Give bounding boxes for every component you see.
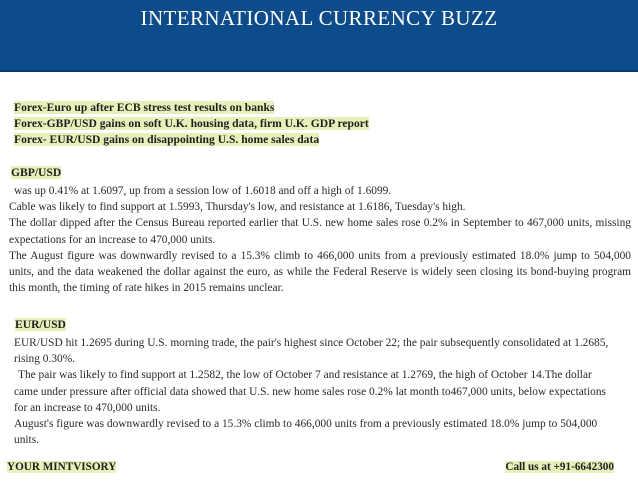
page-title: INTERNATIONAL CURRENCY BUZZ	[140, 6, 498, 30]
headline-item: Forex- EUR/USD gains on disappointing U.S. home sales data	[14, 133, 320, 146]
gbpusd-line: The dollar dipped after the Census Bureau reported earlier that U.S. new home sales rose 0.2% in September to 467,000 units, missing expectations for an increase to 470,000 units.	[9, 217, 631, 246]
eurusd-line: August's figure was downwardly revised to a 15.3% climb to 466,000 units from a previously estimated 18.0% jump to 504,000 units.	[14, 418, 598, 447]
headline-item: Forex-Euro up after ECB stress test results on banks	[14, 101, 275, 114]
header-banner	[0, 0, 638, 72]
eurusd-line: EUR/USD hit 1.2695 during U.S. morning trade, the pair's highest since October 22; the pair subsequently consolidated at 1.2685, rising 0.30%.	[14, 337, 609, 366]
gbpusd-line: Cable was likely to find support at 1.5993, Thursday's low, and resistance at 1.6186, Tuesday's high.	[9, 201, 466, 214]
footer-brand: YOUR MINTVISORY	[7, 461, 117, 473]
eurusd-label: EUR/USD	[15, 318, 66, 331]
eurusd-body	[14, 335, 614, 448]
footer-contact: Call us at +91-6642300	[505, 461, 614, 473]
headline-item: Forex-GBP/USD gains on soft U.K. housing data, firm U.K. GDP report	[14, 117, 369, 130]
headlines-list	[14, 100, 369, 148]
gbpusd-line: The August figure was downwardly revised to a 15.3% climb to 466,000 units from a previously estimated 18.0% jump to 504,000 units, and the data weakened the dollar against the euro, as while the Federal Reserve is widely seen closing its bond-buying program this month, the timing of rate hikes in 2015 remains unclear.	[9, 249, 631, 295]
gbpusd-body	[9, 183, 631, 296]
gbpusd-label: GBP/USD	[11, 166, 62, 179]
eurusd-line: The pair was likely to find support at 1.2582, the low of October 7 and resistance at 1.2769, the high of October 14.The dollar came under pressure after official data showed that U.S. new home sales rose 0.2% lat month to467,000 units, below expectations for an increase to 470,000 units.	[14, 369, 606, 414]
gbpusd-line: was up 0.41% at 1.6097, up from a session low of 1.6018 and off a high of 1.6099.	[14, 185, 392, 197]
